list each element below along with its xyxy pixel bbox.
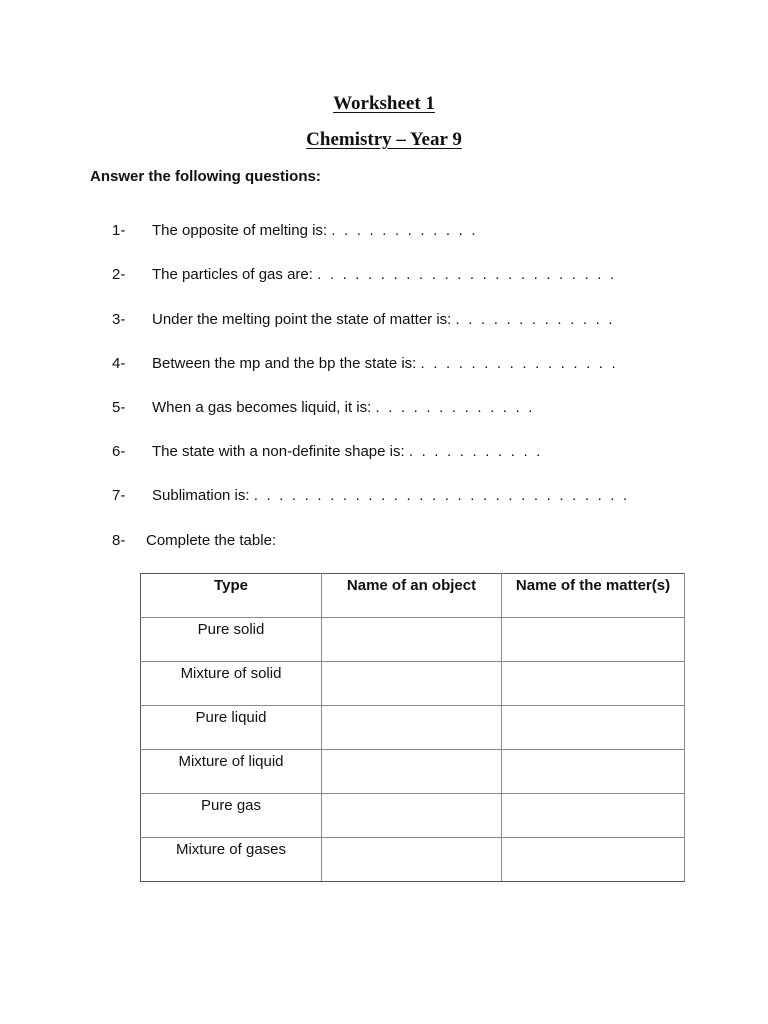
question-number: 5- <box>112 399 126 416</box>
object-answer-cell[interactable] <box>322 794 502 838</box>
instructions: Answer the following questions: <box>90 168 321 185</box>
table-header-row <box>141 574 685 618</box>
object-answer-cell[interactable] <box>322 618 502 662</box>
object-answer-cell[interactable] <box>322 750 502 794</box>
question-number: 4- <box>112 355 126 372</box>
question-number: 3- <box>112 311 126 328</box>
worksheet-subtitle: Chemistry – Year 9 <box>306 129 462 150</box>
type-cell: Mixture of solid <box>141 662 322 706</box>
matter-answer-cell[interactable] <box>502 706 685 750</box>
type-cell: Mixture of liquid <box>141 750 322 794</box>
answer-blank[interactable]: . . . . . . . . . . . . . <box>455 311 615 328</box>
question-2 <box>112 266 616 283</box>
table-row <box>141 750 685 794</box>
question-number: 7- <box>112 487 126 504</box>
question-text: The particles of gas are: <box>152 266 313 283</box>
matter-answer-cell[interactable] <box>502 838 685 882</box>
type-cell: Pure gas <box>141 794 322 838</box>
question-text: Sublimation is: <box>152 487 250 504</box>
question-text: When a gas becomes liquid, it is: <box>152 399 372 416</box>
states-of-matter-table <box>140 573 685 882</box>
question-text: The opposite of melting is: <box>152 222 328 239</box>
question-4 <box>112 355 618 372</box>
header-object: Name of an object <box>322 574 502 618</box>
answer-blank[interactable]: . . . . . . . . . . . <box>408 443 543 460</box>
answer-blank[interactable]: . . . . . . . . . . . . <box>331 222 478 239</box>
question-number: 1- <box>112 222 126 239</box>
type-cell: Pure liquid <box>141 706 322 750</box>
answer-blank[interactable]: . . . . . . . . . . . . . . . . <box>420 355 618 372</box>
question-7 <box>112 487 629 504</box>
question-number: 2- <box>112 266 126 283</box>
question-number: 6- <box>112 443 126 460</box>
question-8 <box>112 532 276 549</box>
matter-answer-cell[interactable] <box>502 662 685 706</box>
answer-blank[interactable]: . . . . . . . . . . . . . . . . . . . . . . . . . . . . . . <box>253 487 630 504</box>
object-answer-cell[interactable] <box>322 838 502 882</box>
matter-answer-cell[interactable] <box>502 618 685 662</box>
question-number: 8- <box>112 532 126 549</box>
object-answer-cell[interactable] <box>322 706 502 750</box>
question-text: Under the melting point the state of matter is: <box>152 311 452 328</box>
table-row <box>141 618 685 662</box>
question-text: Between the mp and the bp the state is: <box>152 355 417 372</box>
matter-answer-cell[interactable] <box>502 794 685 838</box>
type-cell: Pure solid <box>141 618 322 662</box>
answer-blank[interactable]: . . . . . . . . . . . . . <box>375 399 535 416</box>
answer-blank[interactable]: . . . . . . . . . . . . . . . . . . . . . . . . <box>317 266 617 283</box>
question-1 <box>112 222 478 239</box>
header-matter: Name of the matter(s) <box>502 574 685 618</box>
question-3 <box>112 311 615 328</box>
object-answer-cell[interactable] <box>322 662 502 706</box>
question-5 <box>112 399 535 416</box>
question-text: The state with a non-definite shape is: <box>152 443 405 460</box>
table-row <box>141 706 685 750</box>
type-cell: Mixture of gases <box>141 838 322 882</box>
question-text: Complete the table: <box>146 532 277 549</box>
header-type: Type <box>141 574 322 618</box>
table-row <box>141 838 685 882</box>
matter-answer-cell[interactable] <box>502 750 685 794</box>
question-6 <box>112 443 543 460</box>
worksheet-title: Worksheet 1 <box>333 93 435 114</box>
table-row <box>141 662 685 706</box>
table-row <box>141 794 685 838</box>
